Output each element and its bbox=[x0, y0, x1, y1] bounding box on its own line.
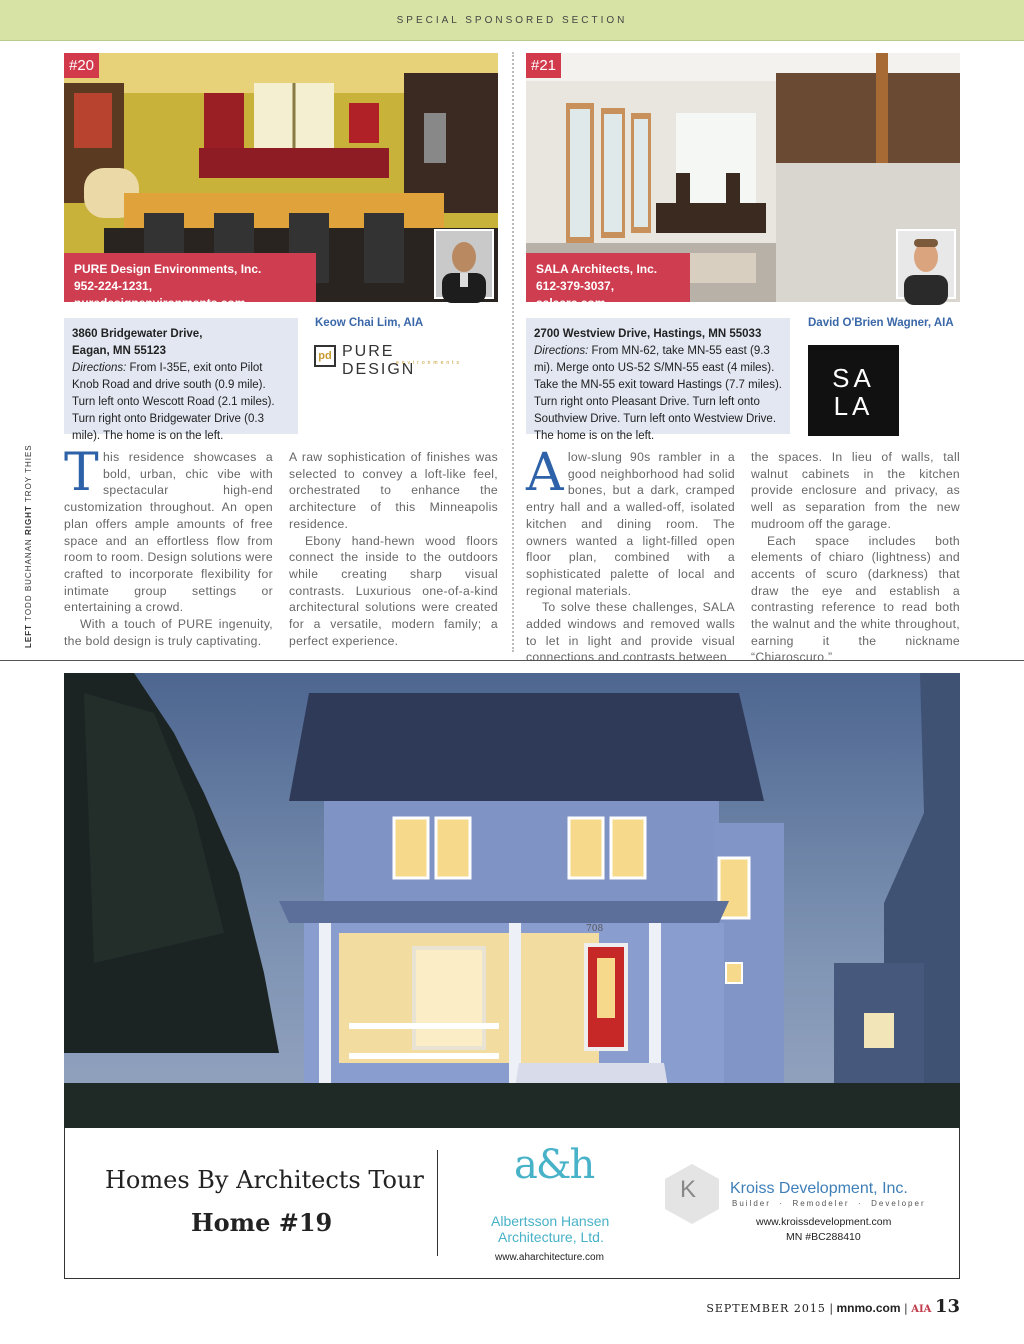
footer-magazine: AIA bbox=[911, 1304, 932, 1315]
home21-directions-label: Directions: bbox=[534, 345, 589, 357]
sponsored-banner bbox=[0, 0, 1024, 41]
home21-dropcap: A bbox=[526, 443, 564, 503]
sala-logo-line2: LA bbox=[833, 391, 874, 421]
home20-column-1 bbox=[64, 443, 273, 649]
home21-para-1 bbox=[526, 443, 735, 599]
banner-text: SPECIAL SPONSORED SECTION bbox=[396, 15, 628, 26]
home20-kitchen-photo bbox=[64, 53, 498, 310]
kroiss-url: www.kroissdevelopment.com bbox=[756, 1216, 892, 1228]
kroiss-mark: K bbox=[680, 1176, 697, 1203]
home21-caption bbox=[526, 253, 690, 310]
home21-para-3: the spaces. In lieu of walls, tall walnut cabinets in the kitchen provide enclosure and privacy, as well as separation from the new mudroom off the garage. bbox=[751, 450, 960, 531]
home20-para-1-text: his residence showcases a bold, urban, chic vibe with spectacular high-end customization throughout. An open plan offers ample amounts of free space and an effortless flow from room to room. Design solutions were crafted to incorporate flexibility for intimate group settings or entertaining a crowd. bbox=[64, 450, 273, 615]
tour-ad-panel bbox=[64, 1128, 960, 1279]
home21-para-2: To solve these challenges, SALA added windows and removed walls to let in light and provide visual connections and contrasts between bbox=[526, 600, 735, 665]
credit-left-label: LEFT bbox=[24, 624, 33, 648]
home21-architect: David O'Brien Wagner, AIA bbox=[808, 317, 954, 329]
pure-design-sub: environments bbox=[396, 360, 463, 366]
home20-firm: PURE Design Environments, Inc. bbox=[74, 262, 262, 276]
home21-directions-box bbox=[526, 318, 790, 442]
footer-site: mnmo.com bbox=[836, 1301, 901, 1315]
home21-directions: From MN-62, take MN-55 east (9.3 mi). Merge onto US-52 S/MN-55 east (4 miles). Take the MN-55 exit toward Hastings (7.7 miles). Turn right onto Pleasant Drive. Turn left onto Southview Drive. Turn left onto Westview Drive. The home is on the left. bbox=[534, 345, 782, 442]
home21-contact: 612-379-3037, salaarc.com bbox=[536, 279, 615, 310]
home21-column-2 bbox=[751, 449, 960, 666]
footer-date: SEPTEMBER 2015 bbox=[706, 1302, 826, 1315]
kroiss-name: Kroiss Development, Inc. bbox=[730, 1180, 908, 1197]
home20-directions-box bbox=[64, 318, 298, 442]
ah-logo: a&h bbox=[514, 1142, 594, 1188]
home21-address1: 2700 Westview Drive, Hastings, MN 55033 bbox=[534, 328, 762, 340]
home20-caption bbox=[64, 253, 316, 310]
ah-name-line1: Albertsson Hansen bbox=[491, 1213, 610, 1229]
home20-column-2 bbox=[289, 449, 498, 649]
home21-kitchen-photo bbox=[526, 53, 960, 310]
home20-para-4: Ebony hand-hewn wood floors connect the inside to the outdoors while creating sharp visual contrasts. Luxurious one-of-a-kind architectural solutions were created for a versatile, modern family; a perfect experience. bbox=[289, 533, 498, 648]
sala-logo-line1: SA bbox=[832, 363, 875, 393]
photo-credit bbox=[24, 444, 33, 648]
ad-divider bbox=[437, 1150, 438, 1256]
footer-page-number: 13 bbox=[934, 1296, 960, 1317]
pure-design-wordmark: PURE DESIGN bbox=[342, 343, 416, 378]
pure-design-mark: pd bbox=[314, 345, 336, 367]
home20-number: #20 bbox=[64, 53, 99, 78]
home21-firm: SALA Architects, Inc. bbox=[536, 262, 658, 276]
portrait-image bbox=[436, 231, 492, 297]
ah-name-line2: Architecture, Ltd. bbox=[498, 1229, 604, 1245]
credit-right-label: RIGHT bbox=[24, 505, 33, 536]
sala-logo bbox=[808, 345, 899, 436]
home20-directions: From I-35E, exit onto Pilot Knob Road and drive south (0.9 mile). Turn left onto Wescott Road (2.1 miles). Turn right onto Bridgewater Drive (0.3 mile). The home is on the left. bbox=[72, 362, 275, 442]
column-divider bbox=[512, 52, 514, 652]
home20-para-3: A raw sophistication of finishes was selected to convey a loft-like feel, orchestrated to enhance the architecture of this Minneapolis residence. bbox=[289, 450, 498, 531]
house-exterior-photo bbox=[64, 673, 960, 1128]
footer-sep-1: | bbox=[829, 1302, 837, 1315]
home21-para-1-text: low-slung 90s rambler in a good neighborhood had solid bones, but a dark, cramped entry hall and a walled-off, isolated kitchen and dining room. The owners wanted a light-filled open floor plan, combined with a sophisticated palette of local and regional materials. bbox=[526, 450, 735, 598]
home20-para-2: With a touch of PURE ingenuity, the bold design is truly captivating. bbox=[64, 617, 273, 648]
home20-address1: 3860 Bridgewater Drive, bbox=[72, 328, 203, 340]
kroiss-license: MN #BC288410 bbox=[786, 1231, 861, 1243]
home20-contact: 952-224-1231, puredesignenvironments.com bbox=[74, 279, 246, 310]
home21-para-4: Each space includes both elements of chiaro (lightness) and accents of scuro (darkness) that draw the eye and establish a contrasting reference to read both the walnut and the white throughout, earning it the nickname “Chiaroscuro.” bbox=[751, 533, 960, 665]
home21-architect-portrait bbox=[896, 229, 956, 299]
page-footer bbox=[706, 1296, 960, 1317]
home21-number: #21 bbox=[526, 53, 561, 78]
home20-architect: Keow Chai Lim, AIA bbox=[315, 317, 424, 329]
section-divider bbox=[0, 660, 1024, 661]
ah-url: www.aharchitecture.com bbox=[495, 1252, 604, 1263]
house-number-plate: 708 bbox=[586, 924, 604, 934]
home20-dropcap: T bbox=[64, 443, 99, 503]
home20-directions-label: Directions: bbox=[72, 362, 127, 374]
kroiss-tagline: Builder · Remodeler · Developer bbox=[732, 1199, 926, 1208]
home20-address2: Eagan, MN 55123 bbox=[72, 345, 166, 357]
portrait-image bbox=[898, 231, 954, 297]
house-illustration bbox=[64, 673, 960, 1128]
pure-design-logo bbox=[314, 343, 474, 378]
credit-left-name: TODD BUCHANAN bbox=[24, 538, 33, 621]
home20-para-1 bbox=[64, 443, 273, 616]
tour-title: Homes By Architects Tour bbox=[105, 1166, 424, 1194]
home-number-label: Home #19 bbox=[191, 1208, 333, 1237]
footer-sep-2: | bbox=[904, 1302, 912, 1315]
credit-right-name: TROY THIES bbox=[24, 444, 33, 503]
home21-column-1 bbox=[526, 443, 735, 666]
home20-architect-portrait bbox=[434, 229, 494, 299]
